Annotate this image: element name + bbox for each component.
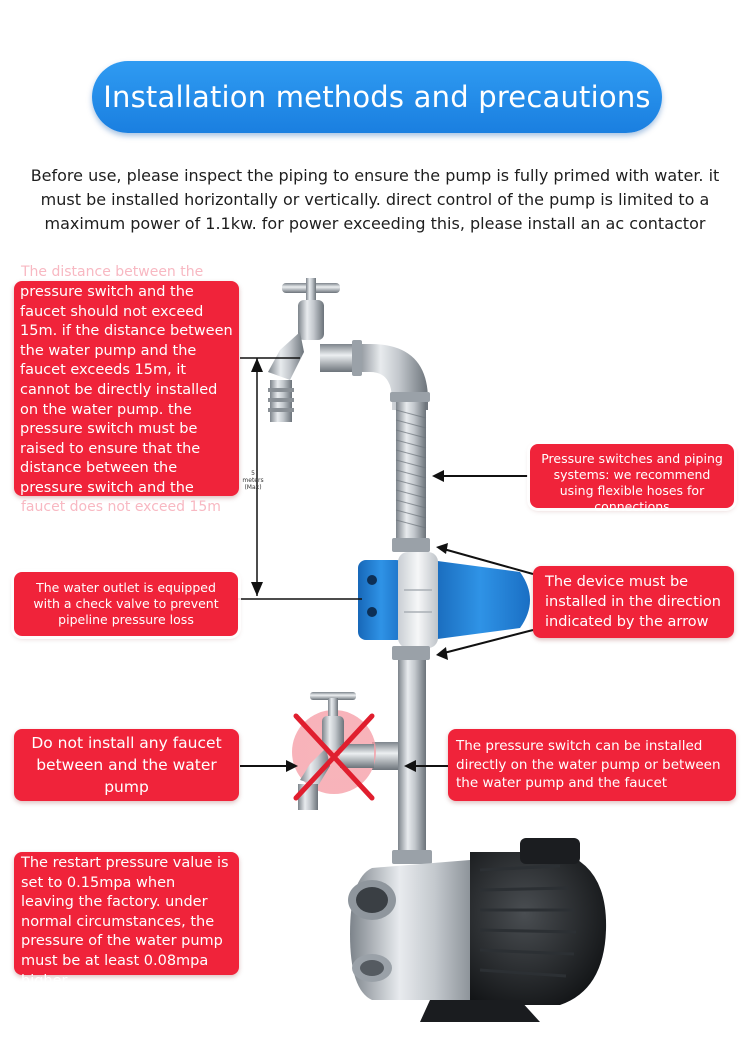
callout-flexible-hoses: Pressure switches and piping systems: we recommend using flexible hoses for connections (530, 444, 734, 508)
page-title: Installation methods and precautions (103, 80, 651, 114)
dimension-unit: meters (242, 477, 264, 484)
lower-pipe (372, 660, 432, 864)
top-faucet (268, 278, 360, 422)
callout-check-valve: The water outlet is equipped with a check valve to prevent pipeline pressure loss (14, 572, 238, 636)
pressure-switch-device (358, 552, 530, 660)
callout-distance: pressure switch and the faucet should not exceed 15m. if the distance between the water pump and the faucet exceeds 15m, it cannot be directly installed on the water pump. the pressure switch must be raised to ensure that the distance between the pressure switch and the (14, 281, 239, 496)
dimension-label (241, 470, 265, 491)
callout-direct-install: The pressure switch can be installed directly on the water pump or between the water pump and the faucet (448, 729, 736, 801)
callout-no-faucet: Do not install any faucet between and the water pump (14, 729, 239, 801)
upper-pipe (352, 340, 430, 552)
forbidden-faucet (292, 692, 376, 810)
distance-ghost-top: The distance between the (21, 264, 204, 280)
dimension-value: 5 (251, 470, 255, 477)
water-pump (348, 838, 606, 1022)
callout-arrow-direction: The device must be installed in the direction indicated by the arrow (533, 566, 734, 638)
intro-text: Before use, please inspect the piping to ensure the pump is fully primed with water. it must be installed horizontally or vertically. direct control of the pump is limited to a maximum power of 1.1kw. for power exceeding this, please install an ac contactor (30, 166, 720, 233)
dimension-note: (Max) (244, 484, 262, 491)
callout-restart-pressure: The restart pressure value is set to 0.15mpa when leaving the factory. under normal circumstances, the pressure of the water pump must be at least 0.08mpa higher (14, 852, 239, 975)
distance-ghost-bottom: faucet does not exceed 15m (21, 499, 221, 515)
